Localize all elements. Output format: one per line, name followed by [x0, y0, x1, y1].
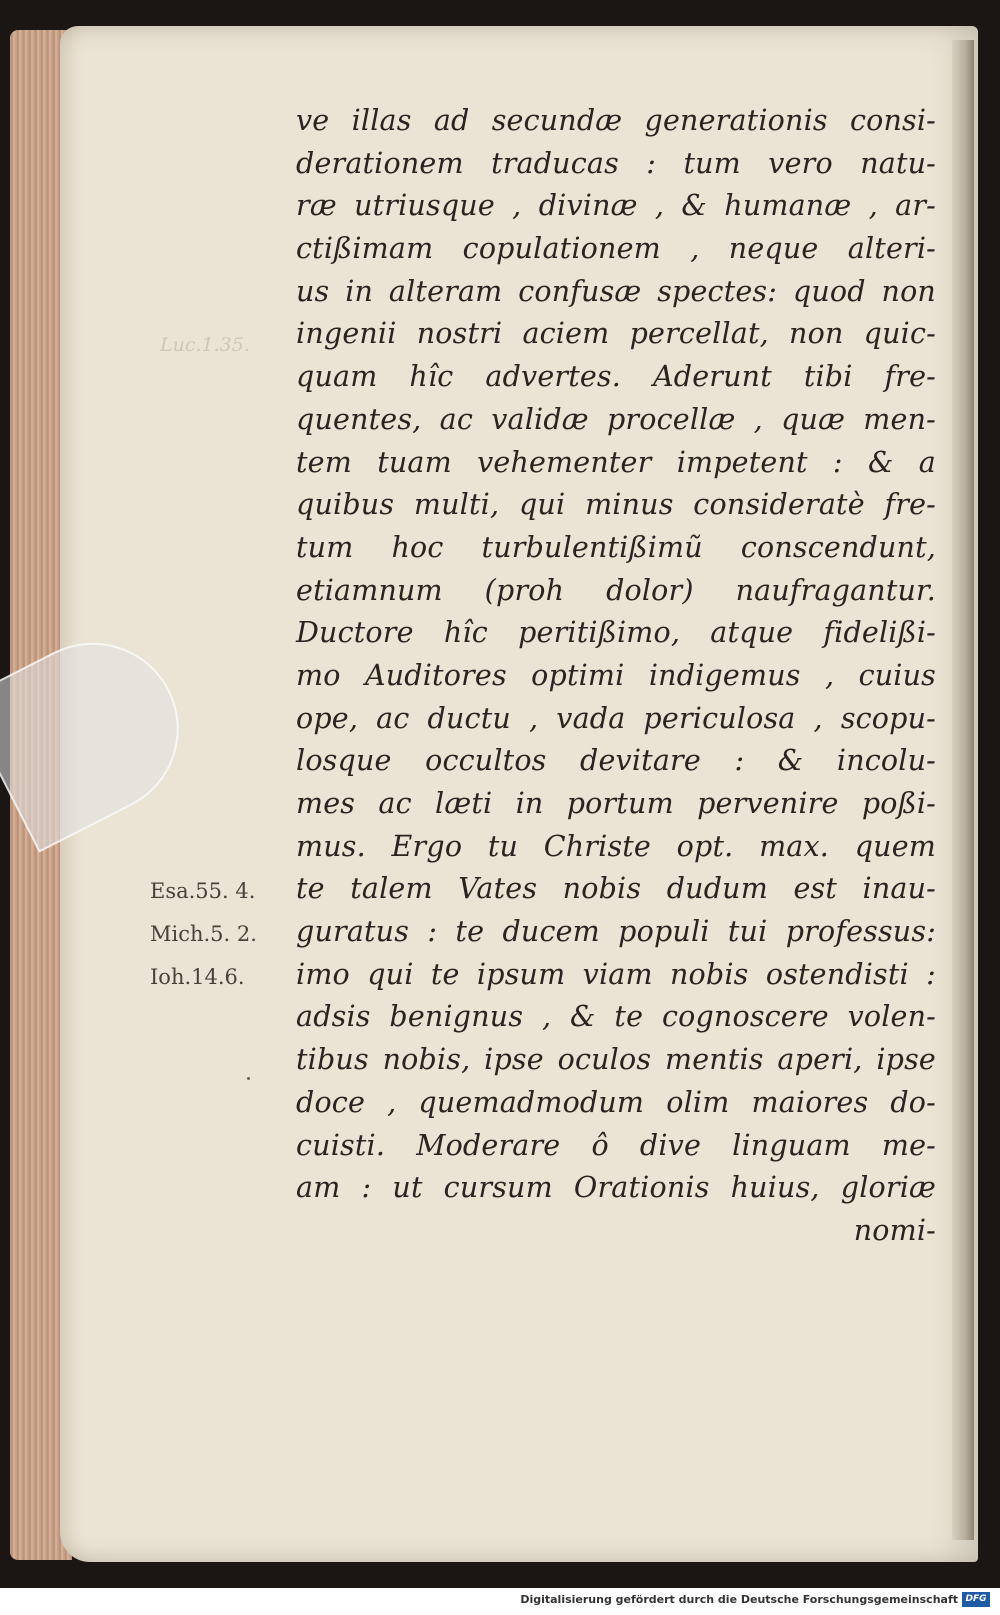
footer-bar: [0, 1588, 1000, 1615]
text-line: cuisti. Moderare ô dive linguam me-: [296, 1128, 936, 1162]
margin-notes: [150, 870, 280, 999]
text-line: tum hoc turbulentißimũ conscendunt,: [296, 530, 936, 564]
body-text: [296, 100, 936, 1253]
text-line: adsis benignus , & te cognoscere volen-: [296, 1000, 936, 1034]
text-line: derationem traducas : tum vero natu-: [296, 146, 936, 180]
text-line: ctißimam copulationem , neque alteri-: [296, 232, 936, 266]
margin-note: Ioh.14.6.: [150, 965, 245, 989]
text-line: Ductore hîc peritißimo, atque fidelißi-: [296, 616, 936, 650]
text-line: etiamnum (proh dolor) naufragantur.: [296, 573, 936, 607]
page-curl-edge: [952, 40, 974, 1540]
text-line: te talem Vates nobis dudum est inau-: [296, 872, 936, 906]
margin-note: Esa.55. 4.: [150, 879, 256, 903]
text-line: ope, ac ductu , vada periculosa , scopu-: [296, 701, 936, 735]
text-line: quibus multi, qui minus consideratè fre-: [296, 488, 936, 522]
text-line: quam hîc advertes. Aderunt tibi fre-: [296, 360, 936, 394]
margin-note: Mich.5. 2.: [150, 922, 257, 946]
text-line: quentes, ac validæ procellæ , quæ men-: [296, 402, 936, 436]
text-line: ve illas ad secundæ generationis consi-: [296, 104, 936, 137]
catchword: nomi-: [853, 1213, 936, 1247]
text-line: losque occultos devitare : & incolu-: [296, 744, 936, 778]
text-line: ræ utriusque , divinæ , & humanæ , ar-: [296, 189, 936, 223]
text-line: imo qui te ipsum viam nobis ostendisti :: [296, 957, 936, 991]
text-line: mes ac læti in portum pervenire poßi-: [296, 787, 936, 820]
text-line: tem tuam vehementer impetent : & a: [296, 445, 936, 479]
dfg-logo: DFG: [962, 1592, 990, 1607]
funding-credit: Digitalisierung gefördert durch die Deutsche Forschungsgemeinschaft: [520, 1593, 958, 1606]
text-line: guratus : te ducem populi tui professus:: [296, 915, 936, 949]
ink-speck: [247, 1077, 250, 1080]
text-line: tibus nobis, ipse oculos mentis aperi, ipse: [296, 1043, 936, 1077]
text-line: mo Auditores optimi indigemus , cuius: [296, 658, 936, 692]
text-line: am : ut cursum Orationis huius, gloriæ: [296, 1171, 936, 1205]
text-line: doce , quemadmodum olim maiores do-: [296, 1085, 936, 1119]
faded-margin-note: Luc.1.35.: [160, 334, 250, 356]
text-line: ingenii nostri aciem percellat, non quic-: [296, 317, 936, 351]
text-line: mus. Ergo tu Christe opt. max. quem: [296, 829, 936, 863]
text-line: us in alteram confusæ spectes: quod non: [296, 274, 936, 308]
